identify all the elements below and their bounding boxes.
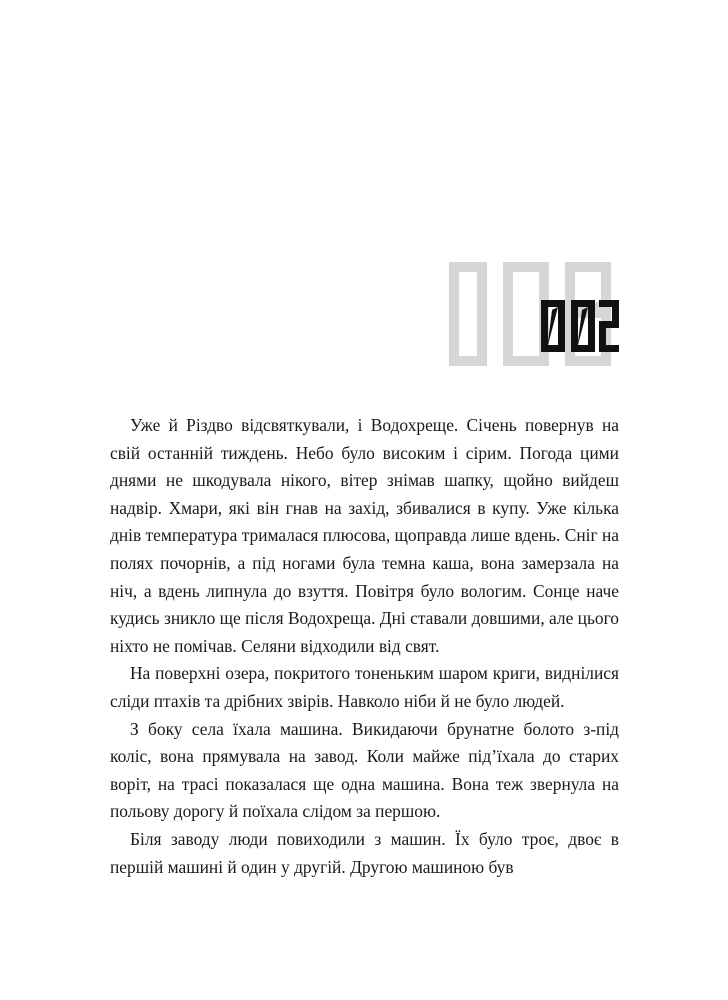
paragraph: Уже й Різдво відсвяткували, і Водохреще. Січень повернув на свій останній тиждень. Небо було високим і сірим. Погода цими днями не шкодувала нікого, вітер знімав шапку, щойно вийдеш надвір. Хмари, які він гнав на захід, збивалися в купу. Уже кілька днів температура трималася плюсова, щоправда лише вдень. Сніг на полях почорнів, а під ногами була темна каша, вона замерзала на ніч, а вдень липнула до взуття. Повітря було вологим. Сонце наче кудись зникло ще після Водохреща. Дні ставали довшими, але цього ніхто не помічав. Селяни відходили від свят.: [110, 415, 619, 656]
paragraph: З боку села їхала машина. Викидаючи брунатне болото з-під коліс, вона прямувала на завод. Коли майже під’їхала до старих воріт, на трасі показалася ще одна машина. Вона теж звернула на польову дорогу й поїхала слідом за першою.: [110, 718, 619, 822]
paragraph: Біля заводу люди повиходили з машин. Їх було троє, двоє в першій машині й один у другій. Другою машиною був: [110, 828, 619, 877]
paragraph: На поверхні озера, покритого тоненьким шаром криги, виднілися сліди птахів та дрібних звірів. Навколо ніби й не було людей.: [110, 663, 619, 711]
chapter-number-graphic: [449, 262, 619, 366]
chapter-number: [449, 262, 619, 366]
body-text: [110, 412, 619, 881]
